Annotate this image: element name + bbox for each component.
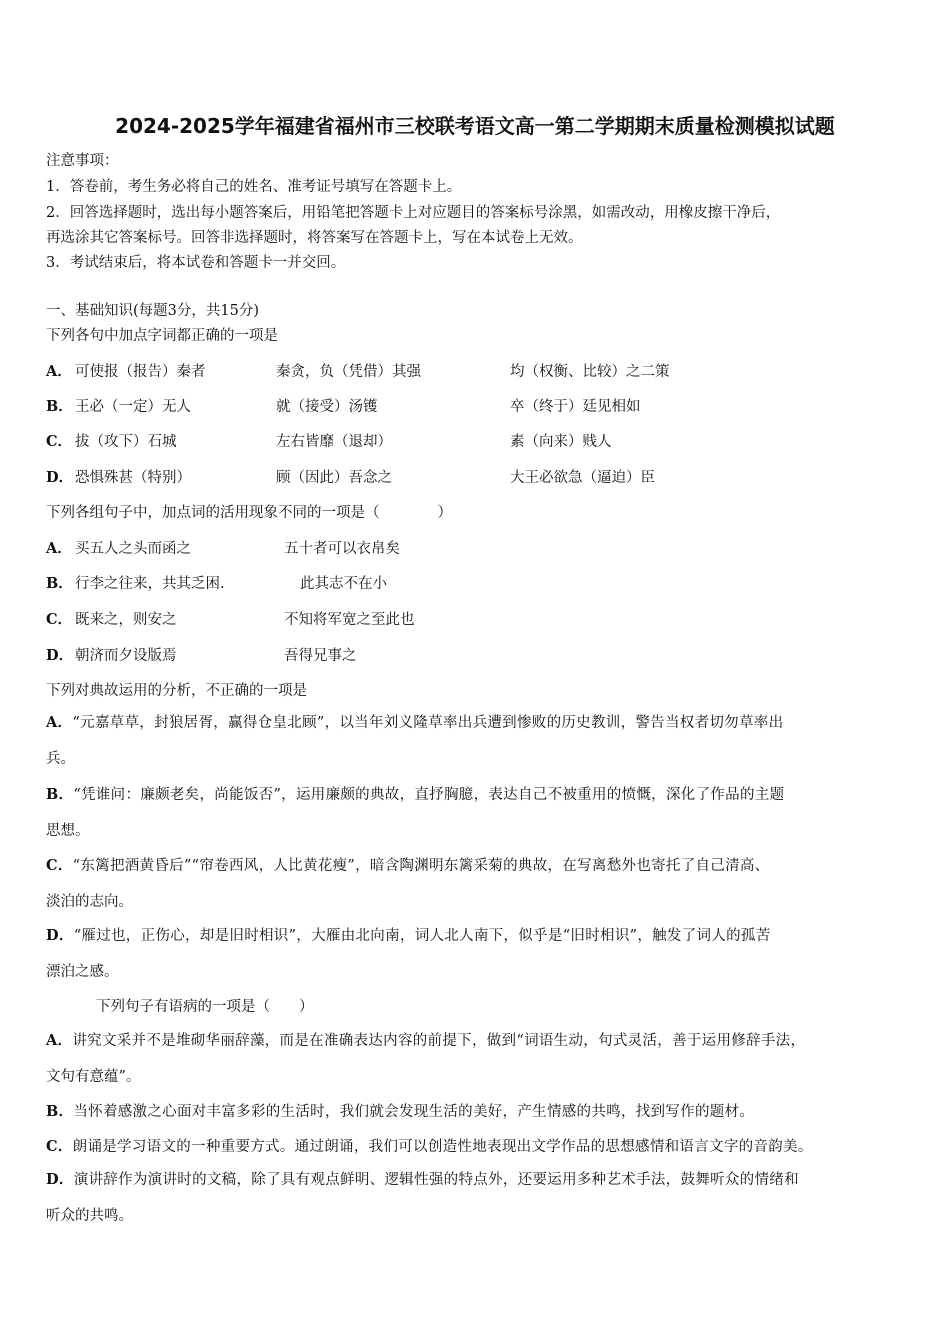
option-paragraph — [46, 918, 906, 990]
notice-item: 3．考试结束后，将本试卷和答题卡一并交回。 — [46, 255, 346, 271]
option-text: 顾（因此）吾念之 — [276, 470, 392, 486]
option-text: 此其志不在小 — [300, 576, 387, 592]
option-text: 吾得兄事之 — [284, 648, 357, 664]
option-text: 行李之往来，共其乏困. — [75, 576, 225, 592]
option-text: 王必（一定）无人 — [75, 399, 191, 415]
option-text-continued: 兵。 — [46, 751, 75, 767]
option-text: 当怀着感激之心面对丰富多彩的生活时，我们就会发现生活的美好，产生情感的共鸣，找到写作的题材。 — [73, 1104, 755, 1120]
option-text: 朝济而夕设版焉 — [75, 648, 177, 664]
option-text-continued: 淡泊的志向。 — [46, 894, 133, 910]
option-row — [46, 645, 906, 667]
option-row — [46, 538, 906, 560]
option-label: A． — [46, 363, 72, 380]
question-stem: 下列对典故运用的分析，不正确的一项是 — [46, 683, 307, 699]
option-paragraph — [46, 1094, 906, 1130]
option-paragraph — [46, 705, 906, 777]
option-text-continued: 听众的共鸣。 — [46, 1208, 133, 1224]
option-text: “雁过也，正伤心，却是旧时相识”，大雁由北向南，词人北人南下，似乎是“旧时相识”，触发了词人的孤苦 — [73, 928, 771, 944]
option-label: B． — [46, 786, 74, 803]
option-row — [46, 396, 906, 418]
option-text: “凭谁问：廉颇老矣，尚能饭否”，运用廉颇的典故，直抒胸臆，表达自己不被重用的愤慨，深化了作品的主题 — [73, 787, 785, 803]
option-paragraph — [46, 1162, 906, 1234]
question-stem: 下列各组句子中，加点词的活用现象不同的一项是（ ） — [46, 505, 452, 521]
option-paragraph — [46, 1129, 906, 1165]
option-text: 既来之，则安之 — [75, 612, 177, 628]
option-row — [46, 467, 906, 489]
option-text: “东篱把酒黄昏后”“帘卷西风，人比黄花瘦”，暗含陶渊明东篱采菊的典故，在写离愁外也寄托了自己清高、 — [72, 858, 770, 874]
notice-heading: 注意事项： — [46, 153, 119, 169]
option-label: A． — [46, 1032, 73, 1049]
option-row — [46, 573, 906, 595]
page-title: 2024-2025学年福建省福州市三校联考语文高一第二学期期末质量检测模拟试题 — [115, 114, 835, 138]
option-text: 讲究文采并不是堆砌华丽辞藻，而是在准确表达内容的前提下，做到“词语生动，句式灵活，善于运用修辞手法， — [72, 1033, 806, 1049]
option-text: 买五人之头而函之 — [75, 541, 191, 557]
option-label: B． — [46, 398, 73, 415]
notice-item: 再选涂其它答案标号。回答非选择题时，将答案写在答题卡上，写在本试卷上无效。 — [46, 230, 583, 246]
option-text: 朗诵是学习语文的一种重要方式。通过朗诵，我们可以创造性地表现出文学作品的思想感情和语言文字的音韵美。 — [72, 1139, 813, 1155]
option-label: D． — [46, 1171, 74, 1188]
option-text: 均（权衡、比较）之二策 — [510, 364, 670, 380]
option-text-continued: 思想。 — [46, 823, 90, 839]
option-label: A． — [46, 540, 72, 557]
option-label: B． — [46, 1103, 74, 1120]
option-text: 素（向来）贱人 — [510, 434, 612, 450]
question-stem: 下列各句中加点字词都正确的一项是 — [46, 328, 278, 344]
option-text: 恐惧殊甚（特别） — [75, 470, 191, 486]
option-label: D． — [46, 927, 74, 944]
option-text: 拔（攻下）石城 — [75, 434, 177, 450]
notice-item: 2．回答选择题时，选出每小题答案后，用铅笔把答题卡上对应题目的答案标号涂黑，如需改动，用橡皮擦干净后， — [46, 205, 781, 221]
option-text: 就（接受）汤镬 — [276, 399, 378, 415]
option-text: 秦贪，负（凭借）其强 — [276, 364, 421, 380]
option-paragraph — [46, 1023, 906, 1095]
option-row — [46, 609, 906, 631]
question-stem: 下列句子有语病的一项是（ ） — [96, 999, 314, 1015]
option-row — [46, 431, 906, 453]
option-paragraph — [46, 777, 906, 849]
option-label: C． — [46, 1138, 73, 1155]
option-label: C． — [46, 857, 73, 874]
option-text: 卒（终于）廷见相如 — [510, 399, 641, 415]
option-row — [46, 361, 906, 383]
option-label: C． — [46, 611, 73, 628]
option-text: 大王必欲急（逼迫）臣 — [510, 470, 655, 486]
option-label: D． — [46, 647, 74, 664]
option-label: B． — [46, 575, 73, 592]
option-text: 左右皆靡（退却） — [276, 434, 392, 450]
option-text: 不知将军宽之至此也 — [284, 612, 415, 628]
option-paragraph — [46, 848, 906, 920]
option-label: C． — [46, 433, 73, 450]
option-label: D． — [46, 469, 74, 486]
option-text-continued: 漂泊之感。 — [46, 964, 119, 980]
option-text: “元嘉草草，封狼居胥，赢得仓皇北顾”，以当年刘义隆草率出兵遭到惨败的历史教训，警告当权者切勿草率出 — [72, 715, 784, 731]
option-text: 可使报（报告）秦者 — [75, 364, 206, 380]
option-text: 五十者可以衣帛矣 — [284, 541, 400, 557]
option-text-continued: 文句有意蕴”。 — [46, 1069, 141, 1085]
option-label: A． — [46, 714, 73, 731]
section-heading: 一、基础知识(每题3分，共15分) — [46, 303, 259, 319]
option-text: 演讲辞作为演讲时的文稿，除了具有观点鲜明、逻辑性强的特点外，还要运用多种艺术手法，鼓舞听众的情绪和 — [73, 1172, 799, 1188]
notice-item: 1．答卷前，考生务必将自己的姓名、准考证号填写在答题卡上。 — [46, 179, 462, 195]
